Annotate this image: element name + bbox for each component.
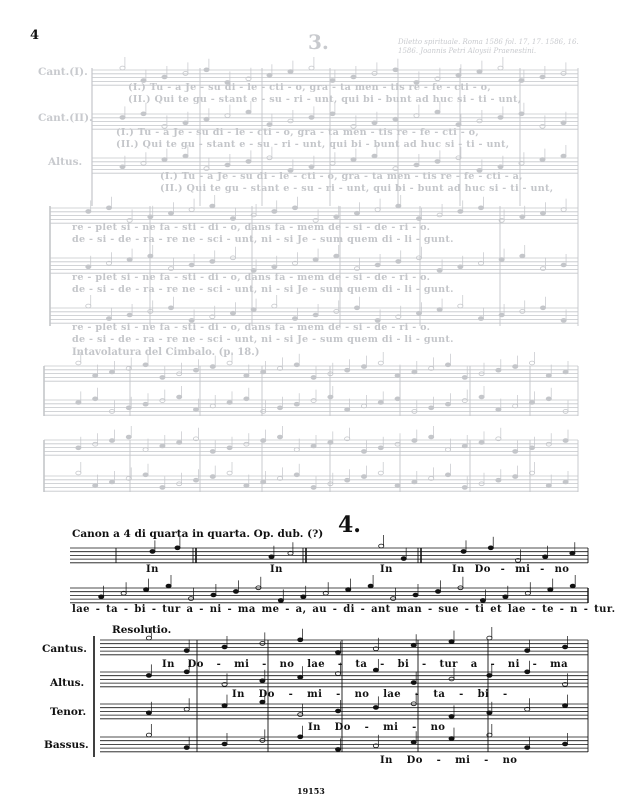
note-head xyxy=(288,119,293,123)
note-head xyxy=(193,408,198,412)
note-head xyxy=(278,599,283,603)
note-head xyxy=(294,473,299,477)
lyric-line: de - si - de - ra - re ne - sci - unt, ni - si Je - sum quem di - li - gunt. xyxy=(72,334,454,345)
note-head xyxy=(540,75,545,79)
note-head xyxy=(298,713,303,717)
note-head xyxy=(106,206,111,210)
note-head xyxy=(368,584,373,588)
note-head xyxy=(204,167,209,171)
note-head xyxy=(435,110,440,114)
note-head xyxy=(267,123,272,127)
note-head xyxy=(445,448,450,452)
note-head xyxy=(395,374,400,378)
note-head xyxy=(120,116,125,120)
note-head xyxy=(311,486,316,490)
note-head xyxy=(435,160,440,164)
note-head xyxy=(480,599,485,603)
note-head xyxy=(335,748,340,752)
note-head xyxy=(227,361,232,365)
note-head xyxy=(150,550,155,554)
note-head xyxy=(437,269,442,273)
note-head xyxy=(570,551,575,555)
lyric-line: (I.) Tu - a Je - su di - le - cti - o, gra - ta men - tis re - fe - cti - o, xyxy=(116,127,479,138)
note-head xyxy=(412,370,417,374)
note-head xyxy=(540,158,545,162)
note-head xyxy=(561,154,566,158)
note-head xyxy=(160,376,165,380)
note-head xyxy=(445,363,450,367)
note-head xyxy=(479,441,484,445)
note-head xyxy=(520,254,525,258)
voice-label-bassus: Bassus. xyxy=(44,739,89,751)
resolutio-heading: Resolutio. xyxy=(112,624,172,636)
note-head xyxy=(458,210,463,214)
note-head xyxy=(529,361,534,365)
note-head xyxy=(496,478,501,482)
note-head xyxy=(210,450,215,454)
page-number: 4 xyxy=(30,28,40,43)
note-head xyxy=(210,365,215,369)
note-head xyxy=(378,446,383,450)
note-head xyxy=(351,158,356,162)
note-head xyxy=(378,401,383,405)
note-head xyxy=(143,402,148,406)
note-head xyxy=(168,306,173,310)
note-head xyxy=(260,700,265,704)
note-head xyxy=(146,636,151,640)
note-head xyxy=(294,363,299,367)
note-head xyxy=(393,167,398,171)
note-head xyxy=(168,267,173,271)
note-head xyxy=(395,484,400,488)
lyric-line: (II.) Qui te gu - stant e - su - ri - unt, qui bi - bunt ad huc si - ti - unt, xyxy=(160,183,554,194)
note-head xyxy=(437,213,442,217)
canon-lyric-line-2: lae - ta - bi - tur a - ni - ma me - a, au - di - ant man - sue - ti et lae - te - n - tur. xyxy=(72,604,616,615)
lyric-line: de - si - de - ra - re ne - sci - unt, ni - si Je - sum quem di - li - gunt. xyxy=(72,284,454,295)
note-head xyxy=(146,674,151,678)
note-head xyxy=(272,304,277,308)
note-head xyxy=(76,401,81,405)
note-head xyxy=(562,742,567,746)
note-head xyxy=(411,681,416,685)
section-4-number: 4. xyxy=(338,512,361,538)
note-head xyxy=(93,442,98,446)
note-head xyxy=(462,444,467,448)
note-head xyxy=(561,121,566,125)
lyric-line: re - plet si - ne fa - sti - di - o, dans fa - mem de - si - de - ri - o. xyxy=(72,322,431,333)
note-head xyxy=(478,317,483,321)
note-head xyxy=(561,319,566,323)
canon-word: In xyxy=(380,564,393,575)
note-head xyxy=(378,361,383,365)
note-head xyxy=(294,448,299,452)
note-head xyxy=(204,68,209,72)
note-head xyxy=(175,546,180,550)
note-head xyxy=(395,397,400,401)
note-head xyxy=(396,260,401,264)
note-head xyxy=(354,306,359,310)
note-head xyxy=(546,442,551,446)
note-head xyxy=(449,715,454,719)
lyric-line: (II.) Qui te gu - stant e - su - ri - unt, qui bi - bunt ad huc si - ti - unt, xyxy=(116,139,510,150)
note-head xyxy=(143,448,148,452)
note-head xyxy=(272,265,277,269)
note-head xyxy=(563,439,568,443)
note-head xyxy=(230,217,235,221)
note-head xyxy=(244,484,249,488)
note-head xyxy=(411,740,416,744)
note-head xyxy=(309,116,314,120)
note-head xyxy=(477,119,482,123)
note-head xyxy=(267,73,272,77)
note-head xyxy=(233,590,238,594)
note-head xyxy=(227,401,232,405)
note-head xyxy=(143,363,148,367)
note-head xyxy=(272,210,277,214)
note-head xyxy=(449,737,454,741)
note-head xyxy=(313,258,318,262)
note-head xyxy=(395,442,400,446)
note-head xyxy=(445,473,450,477)
note-head xyxy=(227,471,232,475)
note-head xyxy=(435,590,440,594)
note-head xyxy=(225,163,230,167)
note-head xyxy=(345,478,350,482)
note-head xyxy=(183,154,188,158)
note-head xyxy=(313,313,318,317)
note-head xyxy=(99,595,104,599)
note-head xyxy=(298,638,303,642)
note-head xyxy=(498,66,503,70)
note-head xyxy=(351,75,356,79)
intavolatura-heading: Intavolatura del Cimbalo. (p. 18.) xyxy=(72,347,260,358)
note-head xyxy=(193,478,198,482)
note-head xyxy=(540,267,545,271)
note-head xyxy=(543,555,548,559)
note-head xyxy=(563,370,568,374)
note-head xyxy=(222,742,227,746)
note-head xyxy=(189,263,194,267)
note-head xyxy=(513,475,518,479)
note-head xyxy=(414,163,419,167)
note-head xyxy=(412,480,417,484)
note-head xyxy=(244,442,249,446)
note-head xyxy=(520,215,525,219)
note-head xyxy=(335,709,340,713)
note-head xyxy=(546,397,551,401)
note-head xyxy=(109,370,114,374)
note-head xyxy=(449,640,454,644)
voice-label-tenor: Tenor. xyxy=(50,706,87,718)
note-head xyxy=(354,267,359,271)
note-head xyxy=(373,706,378,710)
note-head xyxy=(413,593,418,597)
note-head xyxy=(244,374,249,378)
canon-word: In xyxy=(270,564,283,575)
note-head xyxy=(548,588,553,592)
note-head xyxy=(361,365,366,369)
note-head xyxy=(335,651,340,655)
note-head xyxy=(260,679,265,683)
note-head xyxy=(261,439,266,443)
note-head xyxy=(86,304,91,308)
note-head xyxy=(309,66,314,70)
note-head xyxy=(298,675,303,679)
note-head xyxy=(488,546,493,550)
cantus-lyric: In Do - mi - no lae - ta - bi - tur a - ni - ma xyxy=(162,659,568,670)
note-head xyxy=(127,258,132,262)
note-head xyxy=(361,450,366,454)
note-head xyxy=(561,263,566,267)
note-head xyxy=(345,368,350,372)
note-head xyxy=(210,475,215,479)
note-head xyxy=(222,704,227,708)
note-head xyxy=(562,645,567,649)
note-head xyxy=(144,588,149,592)
note-head xyxy=(396,204,401,208)
note-head xyxy=(458,265,463,269)
lyric-line: (I.) Tu - a Je - su di - le - cti - o, gra - ta men - tis re - fe - cti - o, xyxy=(128,82,491,93)
note-head xyxy=(93,374,98,378)
lyric-line: (I.) Tu - a Je - su di - le - cti - o, gra - ta men - tis re - fe - cti - a, xyxy=(160,171,523,182)
note-head xyxy=(177,441,182,445)
note-head xyxy=(261,480,266,484)
note-head xyxy=(76,471,81,475)
note-head xyxy=(546,484,551,488)
note-head xyxy=(244,397,249,401)
note-head xyxy=(160,399,165,403)
note-head xyxy=(93,484,98,488)
note-head xyxy=(496,408,501,412)
note-head xyxy=(184,746,189,750)
note-head xyxy=(311,444,316,448)
note-head xyxy=(412,439,417,443)
note-head xyxy=(525,746,530,750)
note-head xyxy=(166,584,171,588)
note-head xyxy=(76,361,81,365)
note-head xyxy=(126,406,131,410)
note-head xyxy=(146,733,151,737)
note-head xyxy=(126,435,131,439)
note-head xyxy=(540,211,545,215)
note-head xyxy=(334,215,339,219)
note-head xyxy=(525,670,530,674)
note-head xyxy=(177,395,182,399)
note-head xyxy=(513,365,518,369)
note-head xyxy=(411,643,416,647)
note-head xyxy=(292,206,297,210)
note-head xyxy=(525,649,530,653)
lyric-line: re - plet si - ne fa - sti - di - o, dans fa - mem de - si - de - ri - o. xyxy=(72,222,431,233)
voice-label-cantus: Cantus. xyxy=(42,643,87,655)
note-head xyxy=(162,158,167,162)
note-head xyxy=(210,204,215,208)
note-head xyxy=(391,597,396,601)
note-head xyxy=(563,480,568,484)
note-head xyxy=(109,480,114,484)
note-head xyxy=(379,544,384,548)
note-head xyxy=(462,486,467,490)
note-head xyxy=(168,211,173,215)
note-head xyxy=(246,110,251,114)
note-head xyxy=(346,588,351,592)
canon-word: In Do - mi - no xyxy=(452,564,570,575)
note-head xyxy=(479,395,484,399)
note-head xyxy=(211,593,216,597)
note-head xyxy=(393,68,398,72)
note-head xyxy=(86,210,91,214)
note-head xyxy=(445,402,450,406)
note-head xyxy=(86,265,91,269)
note-head xyxy=(562,704,567,708)
note-head xyxy=(334,254,339,258)
source-line-2: 1586. Joannis Petri Aloysii Praenestini. xyxy=(398,47,537,55)
canon-word: In xyxy=(146,564,159,575)
voice-label-altus: Altus. xyxy=(50,677,85,689)
note-head xyxy=(437,308,442,312)
voice-label-cant-1: Cant.(I). xyxy=(38,66,88,78)
lyric-line: re - plet si - ne fa - sti - di - o, dans fa - mem de - si - de - ri - o. xyxy=(72,272,431,283)
plate-number: 19153 xyxy=(297,786,325,796)
note-head xyxy=(372,121,377,125)
note-head xyxy=(184,670,189,674)
note-head xyxy=(106,317,111,321)
note-head xyxy=(487,636,492,640)
note-head xyxy=(294,402,299,406)
note-head xyxy=(458,304,463,308)
note-head xyxy=(162,75,167,79)
note-head xyxy=(127,313,132,317)
note-head xyxy=(378,471,383,475)
note-head xyxy=(416,311,421,315)
note-head xyxy=(498,116,503,120)
note-head xyxy=(513,450,518,454)
note-head xyxy=(120,165,125,169)
voice-label-cant-2: Cant.(II). xyxy=(38,112,93,124)
note-head xyxy=(461,550,466,554)
canon-heading: Canon a 4 di quarta in quarta. Op. dub. (?) xyxy=(72,528,324,540)
note-head xyxy=(503,595,508,599)
note-head xyxy=(160,444,165,448)
note-head xyxy=(184,649,189,653)
note-head xyxy=(416,217,421,221)
note-head xyxy=(120,66,125,70)
note-head xyxy=(246,160,251,164)
note-head xyxy=(183,121,188,125)
note-head xyxy=(372,154,377,158)
note-head xyxy=(375,263,380,267)
note-head xyxy=(298,735,303,739)
note-head xyxy=(361,475,366,479)
note-head xyxy=(188,597,193,601)
note-head xyxy=(261,370,266,374)
note-head xyxy=(330,112,335,116)
note-head xyxy=(462,376,467,380)
note-head xyxy=(277,406,282,410)
note-head xyxy=(311,376,316,380)
note-head xyxy=(277,435,282,439)
note-head xyxy=(288,70,293,74)
note-head xyxy=(498,165,503,169)
note-head xyxy=(477,70,482,74)
note-head xyxy=(354,211,359,215)
voice-label-altus: Altus. xyxy=(48,156,83,168)
note-head xyxy=(227,446,232,450)
source-line-1: Diletto spirituale. Roma 1586 fol. 17, 17. 1586, 16. xyxy=(398,38,579,46)
note-head xyxy=(393,117,398,121)
tenor-lyric: In Do - mi - no xyxy=(308,722,446,733)
note-head xyxy=(478,206,483,210)
note-head xyxy=(429,406,434,410)
note-head xyxy=(462,399,467,403)
note-head xyxy=(160,486,165,490)
note-head xyxy=(76,446,81,450)
lyric-line: (II.) Qui te gu - stant e - su - ri - unt, qui bi - bunt ad huc si - ti - unt, xyxy=(128,94,522,105)
note-head xyxy=(345,408,350,412)
note-head xyxy=(429,435,434,439)
note-head xyxy=(230,311,235,315)
note-head xyxy=(141,112,146,116)
note-head xyxy=(496,368,501,372)
note-head xyxy=(269,555,274,559)
bassus-lyric: In Do - mi - no xyxy=(380,755,518,766)
note-head xyxy=(570,584,575,588)
note-head xyxy=(301,595,306,599)
note-head xyxy=(193,368,198,372)
note-head xyxy=(540,306,545,310)
note-head xyxy=(401,557,406,561)
note-head xyxy=(292,317,297,321)
note-head xyxy=(93,397,98,401)
lyric-line: de - si - de - ra - re ne - sci - unt, ni - si Je - sum quem di - li - gunt. xyxy=(72,234,454,245)
note-head xyxy=(222,645,227,649)
altus-lyric: In Do - mi - no lae - ta - bi - xyxy=(232,689,508,700)
note-head xyxy=(204,117,209,121)
section-3-number: 3. xyxy=(308,30,329,54)
note-head xyxy=(143,473,148,477)
note-head xyxy=(210,260,215,264)
note-head xyxy=(146,711,151,715)
note-head xyxy=(109,439,114,443)
note-head xyxy=(546,374,551,378)
note-head xyxy=(309,165,314,169)
note-head xyxy=(311,399,316,403)
